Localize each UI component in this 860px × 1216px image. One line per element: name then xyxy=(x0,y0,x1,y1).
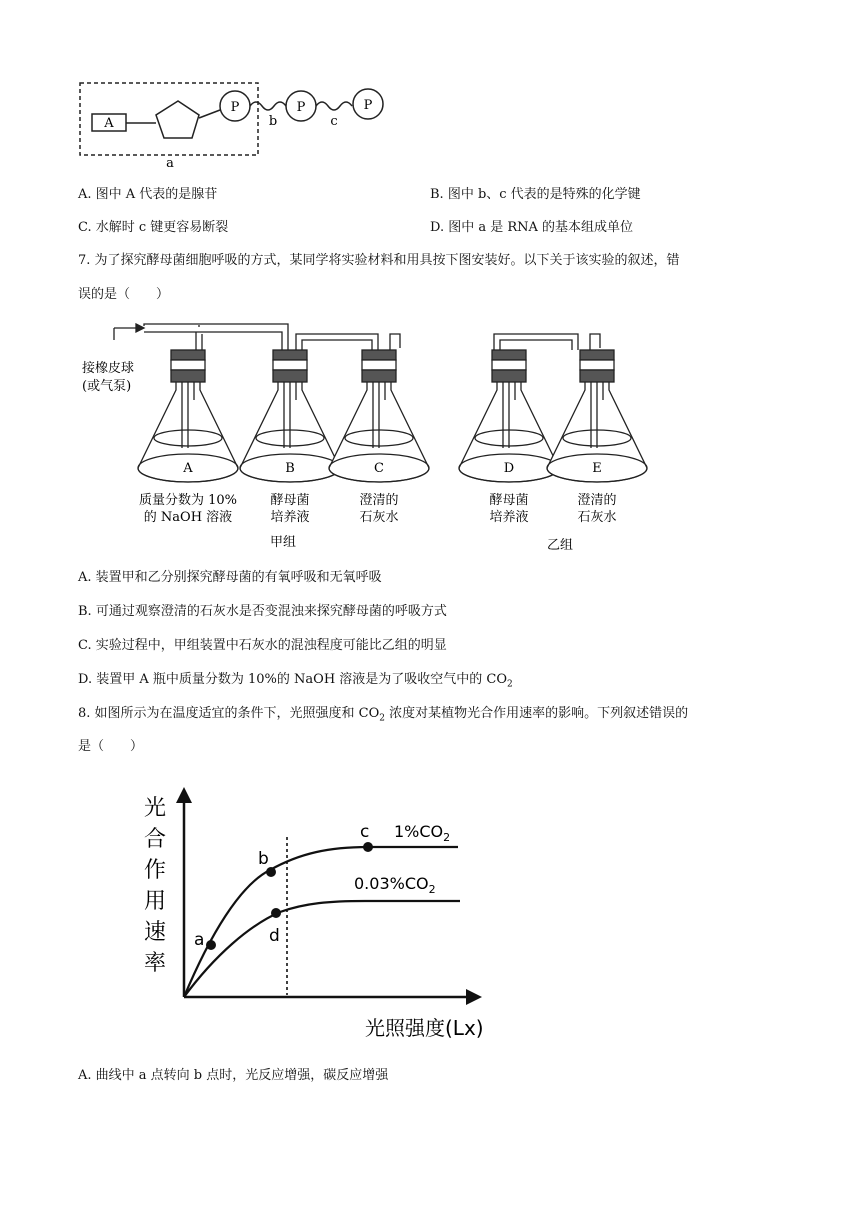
point-c-label: c xyxy=(360,822,370,842)
flask-d-label-1: 酵母菌 xyxy=(489,493,529,508)
q7-option-c: C. 实验过程中，甲组装置中石灰水的混浊程度可能比乙组的明显 xyxy=(78,638,447,653)
q8-stem-part2: 浓度对某植物光合作用速率的影响。下列叙述错误的 xyxy=(385,706,689,721)
bond-b-label: b xyxy=(268,114,278,129)
point-b-label: b xyxy=(258,849,269,869)
q8-stem-sub: 2 xyxy=(379,713,386,724)
phosphate-1-label: P xyxy=(230,100,240,115)
pump-label-2: (或气泵) xyxy=(82,379,132,394)
q7-stem-line1: 7. 为了探究酵母菌细胞呼吸的方式，某同学将实验材料和用具按下图安装好。以下关于该实验的叙述，错 xyxy=(78,253,680,268)
ribose-pentagon xyxy=(156,101,199,138)
flask-a-label-2: 的 NaOH 溶液 xyxy=(143,510,233,525)
yeast-respiration-apparatus xyxy=(78,320,668,560)
q7-option-a: A. 装置甲和乙分别探究酵母菌的有氧呼吸和无氧呼吸 xyxy=(78,570,382,585)
box-label-a: a xyxy=(166,156,174,170)
flask-b-label-1: 酵母菌 xyxy=(270,493,310,508)
y-axis-label-char: 用 xyxy=(144,889,167,914)
adenine-label: A xyxy=(104,116,114,131)
bond-c-label: c xyxy=(330,114,338,129)
flask-e-label-1: 澄清的 xyxy=(577,493,617,508)
bond-b-line xyxy=(250,102,286,110)
x-axis-label: 光照强度(Lx) xyxy=(365,1016,484,1040)
curve-1pct-co2 xyxy=(184,847,458,997)
q6-option-c: C. 水解时 c 键更容易断裂 xyxy=(78,220,229,235)
flask-c-label-2: 石灰水 xyxy=(359,510,399,525)
y-axis-label-char: 速 xyxy=(144,920,167,945)
point-a-label: a xyxy=(194,930,205,950)
point-d-label: d xyxy=(269,926,280,946)
curve-003pct-label: $0.03\%CO_2$ xyxy=(354,874,436,896)
photosynthesis-graph xyxy=(140,785,520,1045)
q6-option-b: B. 图中 b、c 代表的是特殊的化学键 xyxy=(430,187,641,202)
flask-b-label-2: 培养液 xyxy=(270,510,310,525)
atp-structure-figure xyxy=(70,80,400,170)
group-jia-label: 甲组 xyxy=(269,535,297,550)
q7-stem-line2: 误的是（ ） xyxy=(78,287,170,302)
flask-e-label-2: 石灰水 xyxy=(577,510,617,525)
q6-option-a: A. 图中 A 代表的是腺苷 xyxy=(78,187,218,202)
q7-option-d-text: D. 装置甲 A 瓶中质量分数为 10%的 NaOH 溶液是为了吸收空气中的 CO xyxy=(78,672,508,687)
q8-stem-part1: 8. 如图所示为在温度适宜的条件下，光照强度和 CO xyxy=(78,706,380,721)
q7-option-d-sub: 2 xyxy=(507,679,513,690)
y-axis-label-char: 作 xyxy=(144,858,167,883)
point-a xyxy=(206,940,216,950)
flask-a-letter: A xyxy=(183,461,193,476)
q7-option-d xyxy=(78,671,513,694)
flask-e-letter: E xyxy=(592,461,602,476)
q7-option-b: B. 可通过观察澄清的石灰水是否变混浊来探究酵母菌的呼吸方式 xyxy=(78,604,447,619)
y-axis-arrow xyxy=(176,787,192,803)
bond-c-line xyxy=(316,102,352,110)
pump-label-1: 接橡皮球 xyxy=(82,361,135,376)
q8-stem-line1 xyxy=(78,705,688,728)
point-d xyxy=(271,908,281,918)
q8-option-a: A. 曲线中 a 点转向 b 点时，光反应增强，碳反应增强 xyxy=(78,1068,389,1083)
point-c xyxy=(363,842,373,852)
curve-1pct-label: $1\%CO_2$ xyxy=(394,822,451,844)
flask-d-label-2: 培养液 xyxy=(489,510,529,525)
flask-d-letter: D xyxy=(503,461,515,476)
x-axis-arrow xyxy=(466,989,482,1005)
q8-stem-line2: 是（ ） xyxy=(78,739,144,754)
y-axis-label-char: 光 xyxy=(144,796,167,821)
flask-a-label-1: 质量分数为 10% xyxy=(138,493,238,508)
phosphate-2-label: P xyxy=(296,100,306,115)
y-axis-label-char: 合 xyxy=(144,827,167,852)
flask-c-label-1: 澄清的 xyxy=(359,493,399,508)
phosphate-3-label: P xyxy=(363,98,373,113)
flask-c-letter: C xyxy=(374,461,384,476)
y-axis-label-char: 率 xyxy=(144,951,167,976)
q6-option-d: D. 图中 a 是 RNA 的基本组成单位 xyxy=(430,220,634,235)
group-yi-label: 乙组 xyxy=(546,538,574,553)
flask-b-letter: B xyxy=(285,461,295,476)
